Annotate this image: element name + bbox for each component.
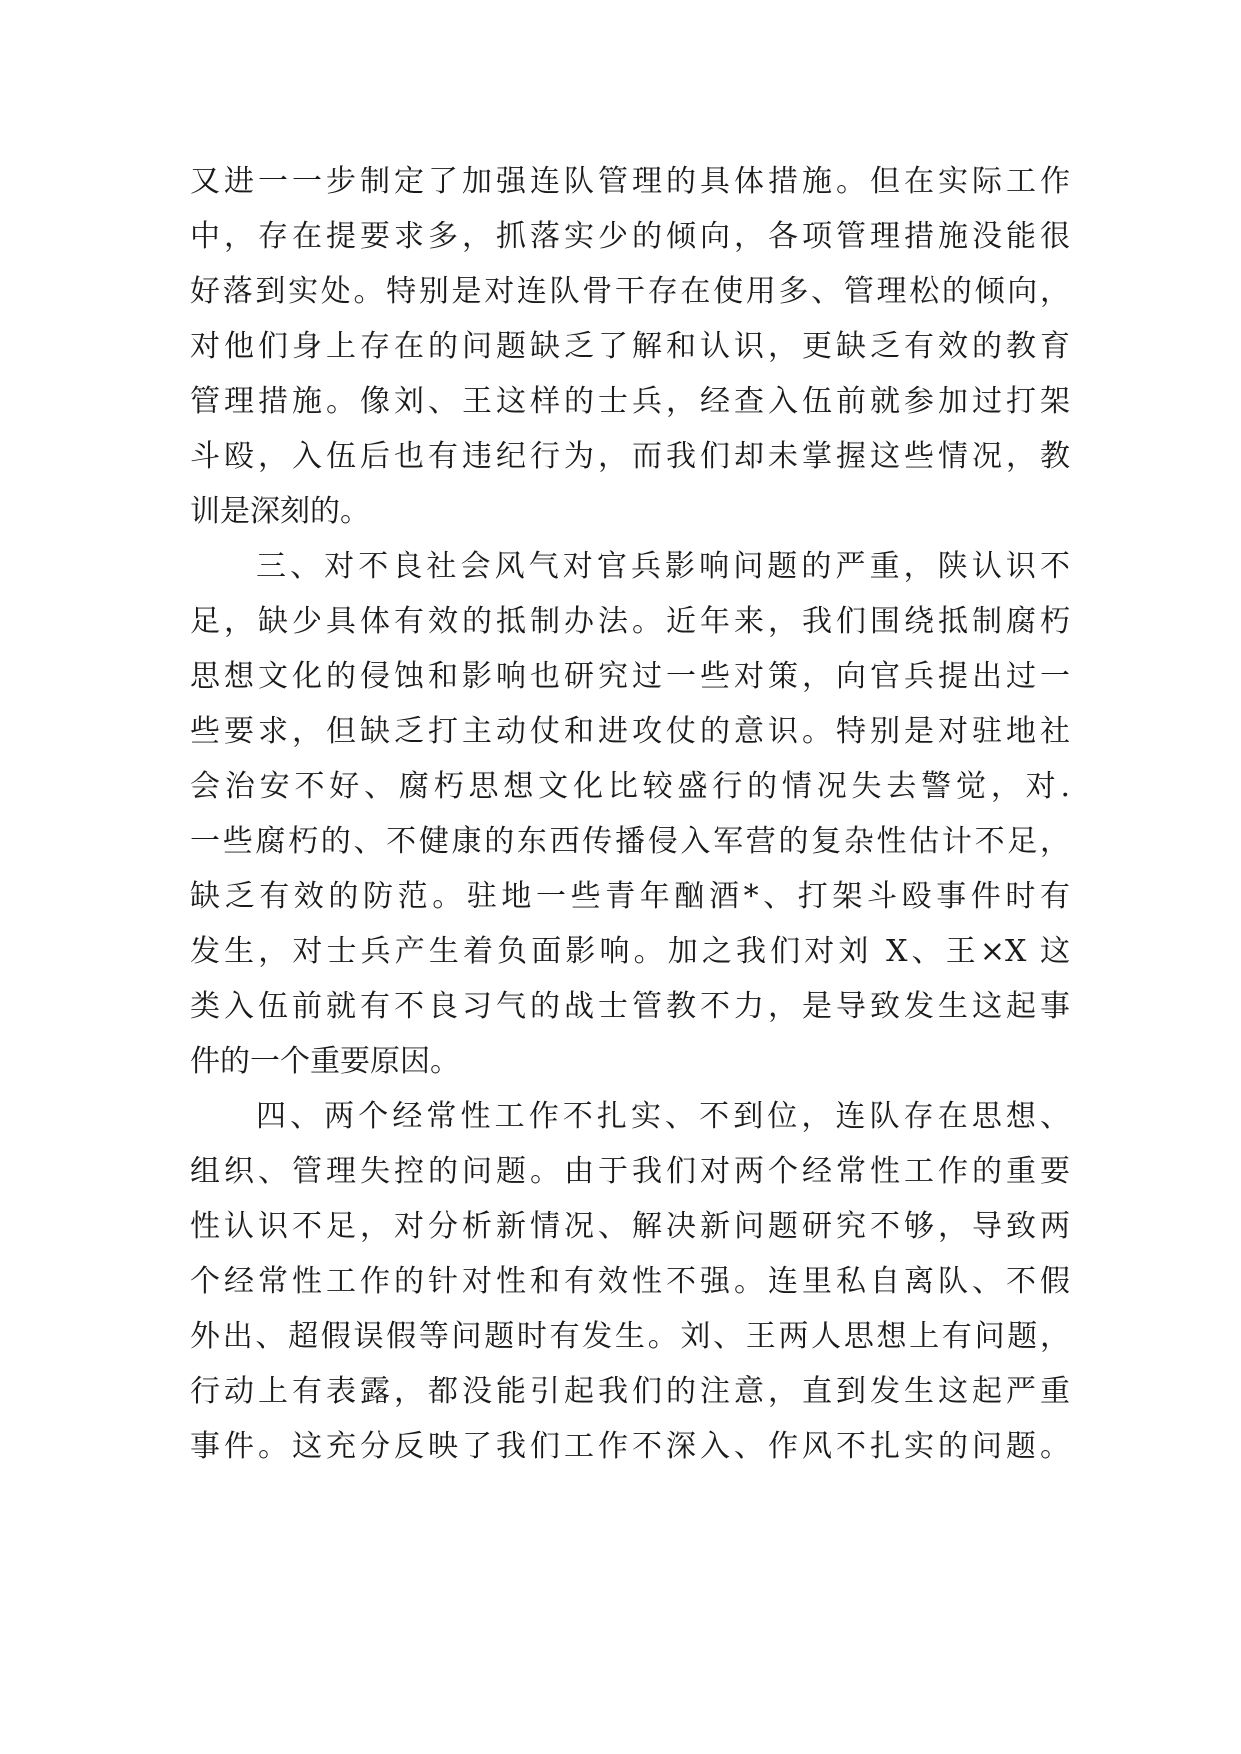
text-line-22: 外出、超假误假等问题时有发生。刘、王两人思想上有问题， bbox=[190, 1319, 1070, 1354]
text-line-2: 中，存在提要求多，抓落实少的倾向，各项管理措施没能很 bbox=[190, 219, 1070, 254]
text-line-9: 足，缺少具体有效的抵制办法。近年来，我们围绕抵制腐朽 bbox=[190, 604, 1070, 639]
text-line-7: 训是深刻的。 bbox=[190, 494, 370, 529]
text-line-13: 一些腐朽的、不健康的东西传播侵入军营的复杂性估计不足， bbox=[190, 824, 1070, 859]
text-line-21: 个经常性工作的针对性和有效性不强。连里私自离队、不假 bbox=[190, 1264, 1070, 1299]
text-line-1: 又进一一步制定了加强连队管理的具体措施。但在实际工作 bbox=[190, 164, 1070, 199]
text-line-6: 斗殴，入伍后也有违纪行为，而我们却未掌握这些情况，教 bbox=[190, 439, 1070, 474]
text-line-15: 发生，对士兵产生着负面影响。加之我们对刘 X、王×X 这 bbox=[190, 934, 1070, 969]
text-line-11: 些要求，但缺乏打主动仗和进攻仗的意识。特别是对驻地社 bbox=[190, 714, 1070, 749]
text-line-8: 三、对不良社会风气对官兵影响问题的严重，陕认识不 bbox=[256, 549, 1070, 584]
text-line-18: 四、两个经常性工作不扎实、不到位，连队存在思想、 bbox=[256, 1099, 1070, 1134]
text-line-19: 组织、管理失控的问题。由于我们对两个经常性工作的重要 bbox=[190, 1154, 1070, 1189]
text-line-5: 管理措施。像刘、王这样的士兵，经查入伍前就参加过打架 bbox=[190, 384, 1070, 419]
text-line-12: 会治安不好、腐朽思想文化比较盛行的情况失去警觉，对. bbox=[190, 769, 1070, 804]
text-line-20: 性认识不足，对分析新情况、解决新问题研究不够，导致两 bbox=[190, 1209, 1070, 1244]
text-line-4: 对他们身上存在的问题缺乏了解和认识，更缺乏有效的教育 bbox=[190, 329, 1070, 364]
text-line-14: 缺乏有效的防范。驻地一些青年酗酒*、打架斗殴事件时有 bbox=[190, 879, 1070, 914]
text-line-3: 好落到实处。特别是对连队骨干存在使用多、管理松的倾向， bbox=[190, 274, 1070, 309]
text-line-10: 思想文化的侵蚀和影响也研究过一些对策，向官兵提出过一 bbox=[190, 659, 1070, 694]
text-line-16: 类入伍前就有不良习气的战士管教不力，是导致发生这起事 bbox=[190, 989, 1070, 1024]
text-line-17: 件的一个重要原因。 bbox=[190, 1044, 460, 1079]
text-line-24: 事件。这充分反映了我们工作不深入、作风不扎实的问题。 bbox=[190, 1429, 1070, 1464]
text-line-23: 行动上有表露，都没能引起我们的注意，直到发生这起严重 bbox=[190, 1374, 1070, 1409]
